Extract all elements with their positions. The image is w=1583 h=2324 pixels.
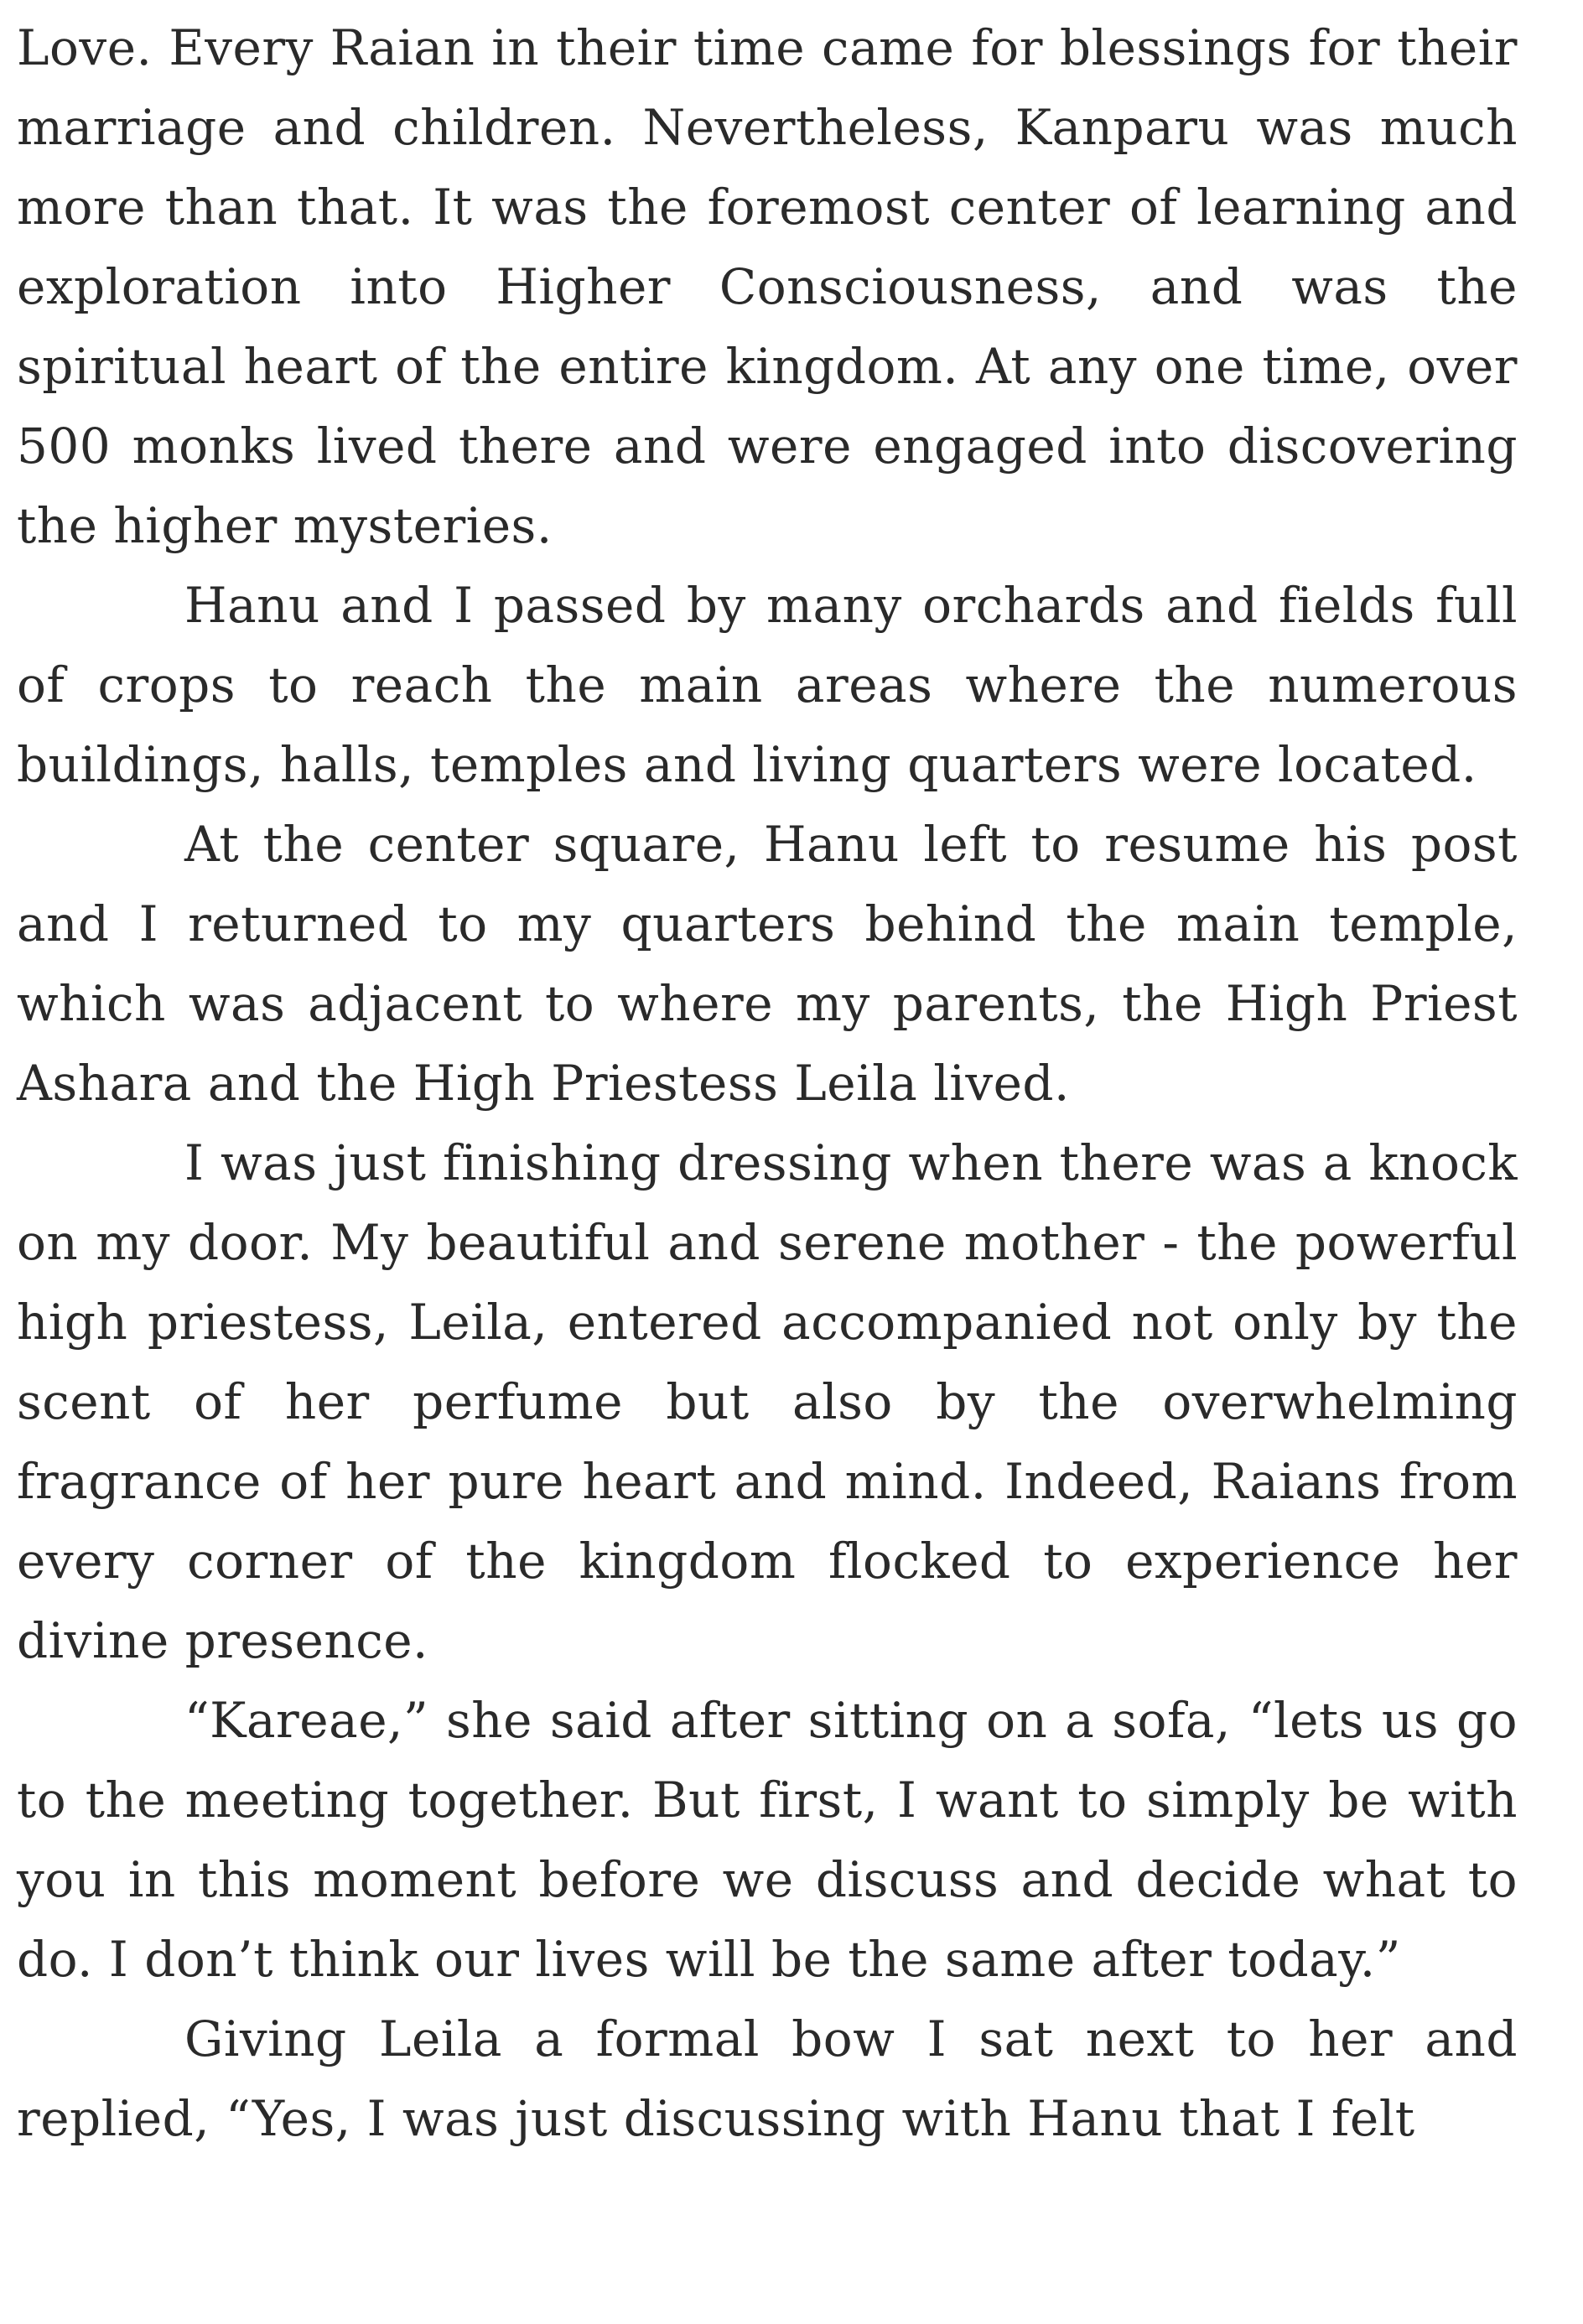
- paragraph-6: Giving Leila a formal bow I sat next to her and replied, “Yes, I was just discussing with Hanu that I felt: [17, 2010, 1518, 2147]
- body-text: [17, 8, 1518, 2159]
- paragraph-2: Hanu and I passed by many orchards and fields full of crops to reach the main areas where the numerous buildings, halls, temples and living quarters were located.: [17, 577, 1518, 793]
- paragraph-5: “Kareae,” she said after sitting on a sofa, “lets us go to the meeting together. But first, I want to simply be with you in this moment before we discuss and decide what to do. I don’t think our lives will be the same after today.”: [17, 1692, 1518, 1988]
- paragraph-3: At the center square, Hanu left to resume his post and I returned to my quarters behind the main temple, which was adjacent to where my parents, the High Priest Ashara and the High Priestess Leila lived.: [17, 816, 1518, 1112]
- paragraph-1: Love. Every Raian in their time came for blessings for their marriage and children. Nevertheless, Kanparu was much more than that. It was the foremost center of learning and exploration into Higher Consciousness, and was the spiritual heart of the entire kingdom. At any one time, over 500 monks lived there and were engaged into discovering the higher mysteries.: [17, 19, 1518, 554]
- paragraph-4: I was just finishing dressing when there was a knock on my door. My beautiful and serene mother - the powerful high priestess, Leila, entered accompanied not only by the scent of her perfume but also by the overwhelming fragrance of her pure heart and mind. Indeed, Raians from every corner of the kingdom flocked to experience her divine presence.: [17, 1134, 1518, 1669]
